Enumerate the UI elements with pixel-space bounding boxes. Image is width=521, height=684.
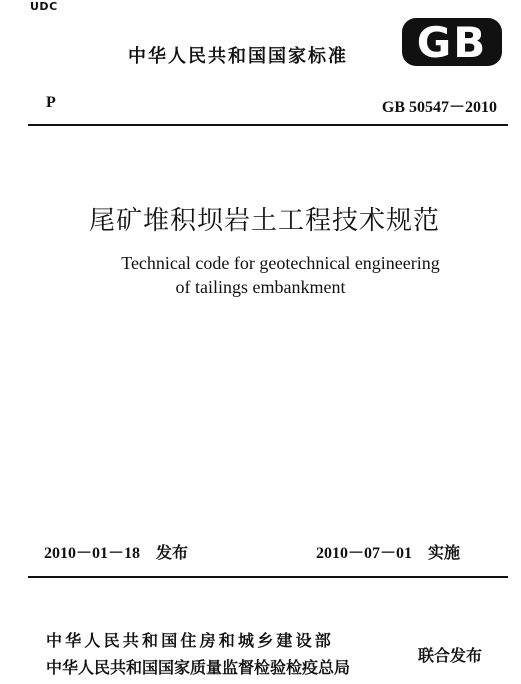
issue-label: 发布	[156, 543, 189, 562]
title-english-line1: Technical code for geotechnical engineering	[121, 253, 440, 273]
publisher-authority-2: 中华人民共和国国家质量监督检验检疫总局	[46, 658, 351, 677]
implement-date-row	[316, 540, 460, 563]
implement-label: 实施	[428, 543, 461, 562]
standard-number: GB 50547－2010	[381, 99, 497, 116]
gb-logo-text: GB	[416, 18, 488, 67]
header-divider	[28, 124, 508, 126]
issue-date-row	[44, 540, 188, 563]
joint-publish-label: 联合发布	[418, 646, 483, 665]
standard-type-heading: 中华人民共和国国家标准	[128, 46, 348, 67]
udc-label: UDC	[30, 0, 58, 13]
publisher-authority-1: 中华人民共和国住房和城乡建设部	[46, 631, 335, 650]
issue-date: 2010－01－18	[44, 545, 141, 562]
title-english-line2: of tailings embankment	[175, 277, 346, 297]
category-code: P	[46, 94, 56, 111]
title-chinese: 尾矿堆积坝岩土工程技术规范	[88, 206, 440, 236]
footer-divider	[28, 576, 508, 578]
implement-date: 2010－07－01	[316, 545, 413, 562]
gb-logo	[400, 14, 504, 70]
